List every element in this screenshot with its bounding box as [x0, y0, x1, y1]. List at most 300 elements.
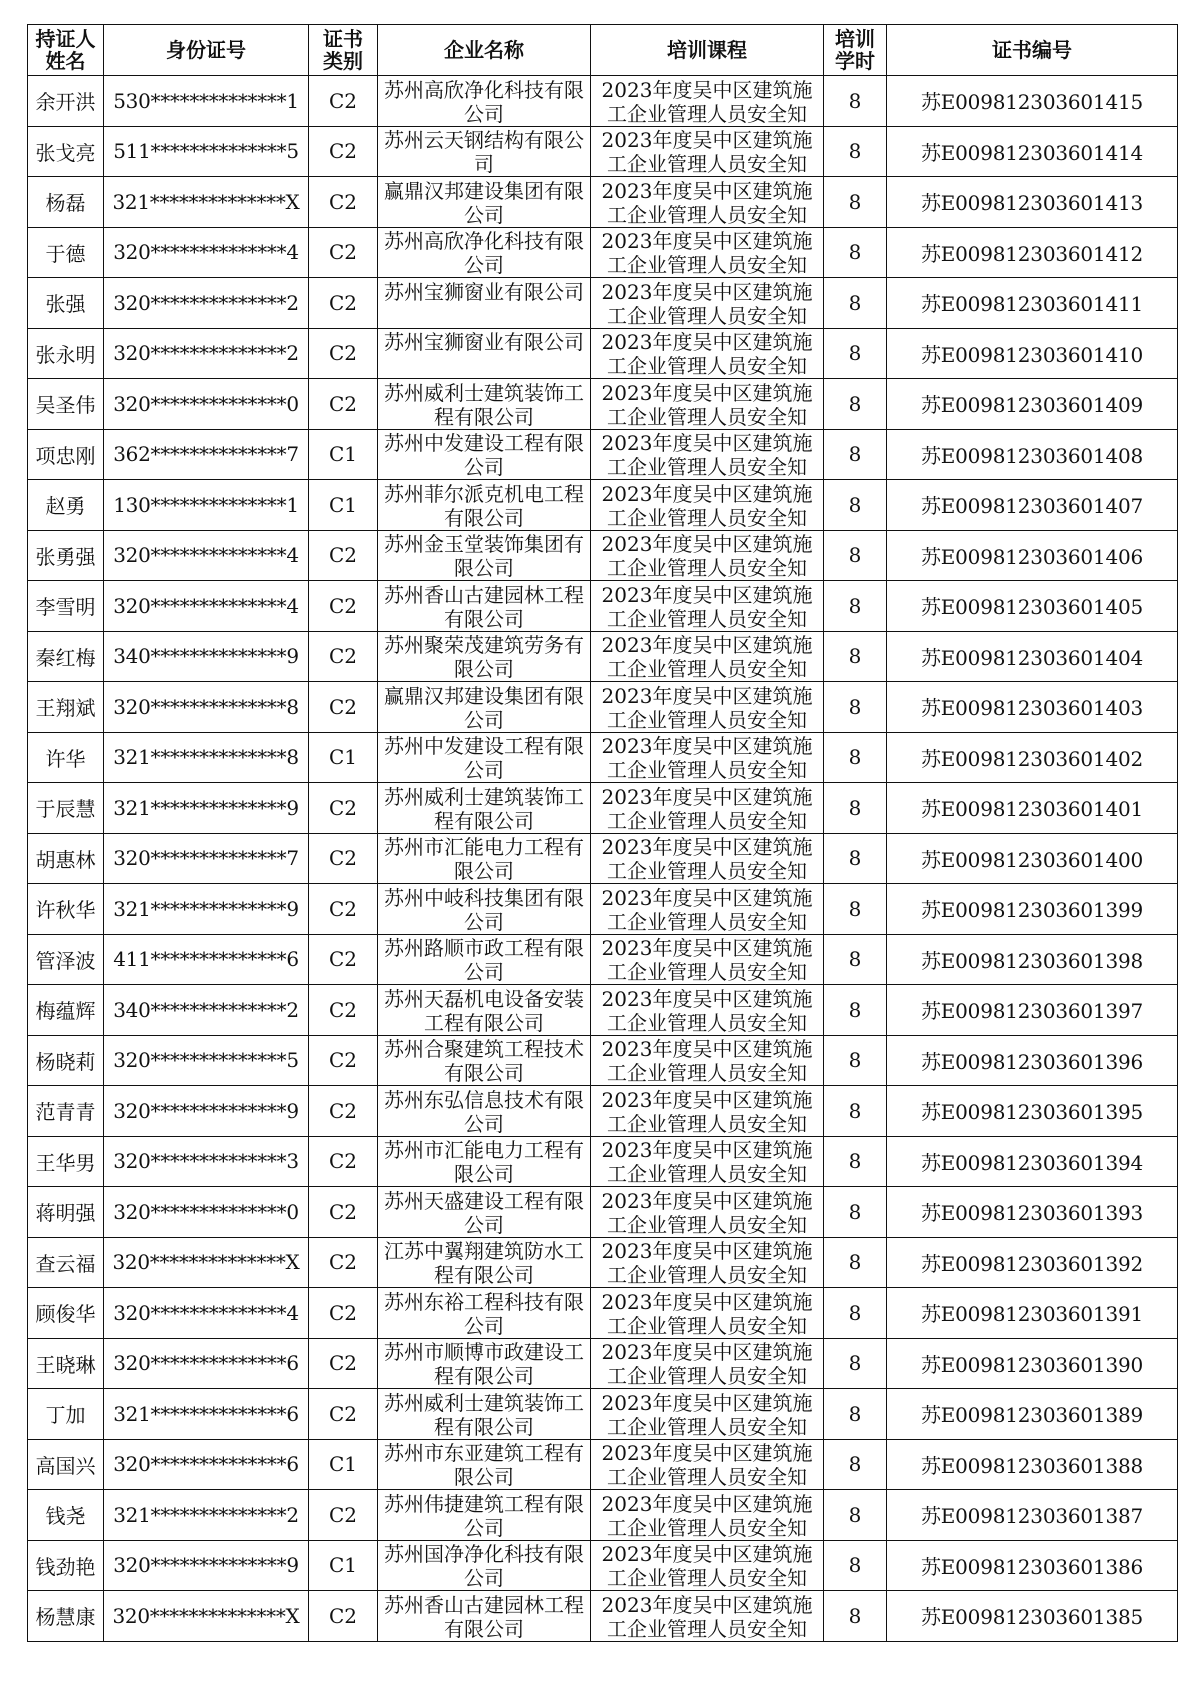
cert-category-cell: C1: [309, 480, 378, 531]
company-cell-text: 苏州市顺博市政建设工程有限公司: [384, 1340, 584, 1388]
cert-category-cell: C2: [309, 1187, 378, 1238]
table-row: [28, 1338, 1178, 1389]
company-cell-text: 苏州中发建设工程有限公司: [384, 431, 584, 479]
course-cell-text: 2023年度吴中区建筑施工企业管理人员安全知: [601, 1390, 813, 1438]
hours-cell: 8: [824, 1288, 887, 1339]
course-cell-text: 2023年度吴中区建筑施工企业管理人员安全知: [601, 330, 813, 378]
company-cell: [378, 76, 591, 127]
company-cell: [378, 682, 591, 733]
holder-name-cell: 钱尧: [28, 1490, 104, 1541]
cert-number-cell: 苏E009812303601404: [887, 631, 1178, 682]
id-number-cell: 320**************7: [104, 833, 309, 884]
company-cell-text: 苏州合聚建筑工程技术有限公司: [384, 1037, 584, 1085]
course-cell: [591, 1389, 824, 1440]
holder-name-cell: 丁加: [28, 1389, 104, 1440]
holder-name-cell: 管泽波: [28, 934, 104, 985]
holder-name-cell: 张永明: [28, 328, 104, 379]
holder-name-cell: 高国兴: [28, 1439, 104, 1490]
course-cell: [591, 934, 824, 985]
course-cell-text: 2023年度吴中区建筑施工企业管理人员安全知: [601, 1441, 813, 1489]
holder-name-cell: 于德: [28, 227, 104, 278]
id-number-cell: 320**************6: [104, 1439, 309, 1490]
hours-cell: 8: [824, 126, 887, 177]
company-cell: [378, 1288, 591, 1339]
holder-name-cell: 余开洪: [28, 76, 104, 127]
course-cell-text: 2023年度吴中区建筑施工企业管理人员安全知: [601, 1239, 813, 1287]
hours-cell: 8: [824, 480, 887, 531]
holder-name-cell: 秦红梅: [28, 631, 104, 682]
table-row: [28, 1288, 1178, 1339]
cert-category-cell: C2: [309, 126, 378, 177]
company-cell: [378, 126, 591, 177]
hours-cell: 8: [824, 1187, 887, 1238]
cert-category-cell: C2: [309, 530, 378, 581]
course-cell-text: 2023年度吴中区建筑施工企业管理人员安全知: [601, 1037, 813, 1085]
holder-name-cell: 梅蕴辉: [28, 985, 104, 1036]
company-cell-text: 苏州路顺市政工程有限公司: [384, 936, 584, 984]
hours-cell: 8: [824, 783, 887, 834]
cert-category-cell: C2: [309, 1389, 378, 1440]
cert-category-cell: C1: [309, 1540, 378, 1591]
hours-cell: 8: [824, 429, 887, 480]
company-cell: [378, 833, 591, 884]
cert-number-cell: 苏E009812303601411: [887, 278, 1178, 329]
course-cell: [591, 278, 824, 329]
course-cell: [591, 227, 824, 278]
id-number-cell: 362**************7: [104, 429, 309, 480]
company-cell-text: 苏州菲尔派克机电工程有限公司: [384, 481, 584, 529]
company-cell: [378, 1338, 591, 1389]
table-row: [28, 884, 1178, 935]
holder-name-cell: 蒋明强: [28, 1187, 104, 1238]
cert-number-cell: 苏E009812303601396: [887, 1035, 1178, 1086]
cert-number-cell: 苏E009812303601406: [887, 530, 1178, 581]
id-number-cell: 321**************9: [104, 884, 309, 935]
cert-number-cell: 苏E009812303601405: [887, 581, 1178, 632]
course-cell-text: 2023年度吴中区建筑施工企业管理人员安全知: [601, 1289, 813, 1337]
cert-category-cell: C1: [309, 1439, 378, 1490]
cert-category-cell: C2: [309, 1490, 378, 1541]
cert-number-cell: 苏E009812303601409: [887, 379, 1178, 430]
company-cell-text: 苏州聚荣茂建筑劳务有限公司: [384, 633, 584, 681]
hours-cell: 8: [824, 328, 887, 379]
hours-cell: 8: [824, 530, 887, 581]
cert-category-cell: C2: [309, 76, 378, 127]
cert-number-cell: 苏E009812303601392: [887, 1237, 1178, 1288]
cert-number-cell: 苏E009812303601394: [887, 1136, 1178, 1187]
hours-cell: 8: [824, 1540, 887, 1591]
holder-name-cell: 杨磊: [28, 177, 104, 228]
company-cell-text: 苏州国净净化科技有限公司: [384, 1542, 584, 1590]
cert-number-cell: 苏E009812303601388: [887, 1439, 1178, 1490]
cert-number-cell: 苏E009812303601408: [887, 429, 1178, 480]
hours-cell: 8: [824, 379, 887, 430]
hours-cell: 8: [824, 1338, 887, 1389]
table-row: [28, 1237, 1178, 1288]
holder-name-cell: 张强: [28, 278, 104, 329]
header-hours: 培训 学时: [824, 25, 887, 76]
hours-cell: 8: [824, 1490, 887, 1541]
id-number-cell: 320**************9: [104, 1086, 309, 1137]
hours-cell: 8: [824, 581, 887, 632]
course-cell: [591, 1187, 824, 1238]
holder-name-cell: 项忠刚: [28, 429, 104, 480]
company-cell-text: 苏州威利士建筑装饰工程有限公司: [384, 784, 584, 832]
course-cell: [591, 1237, 824, 1288]
holder-name-cell: 张勇强: [28, 530, 104, 581]
cert-number-cell: 苏E009812303601403: [887, 682, 1178, 733]
hours-cell: 8: [824, 1439, 887, 1490]
company-cell: [378, 1540, 591, 1591]
course-cell: [591, 833, 824, 884]
table-row: [28, 1136, 1178, 1187]
cert-number-cell: 苏E009812303601385: [887, 1591, 1178, 1642]
cert-number-cell: 苏E009812303601412: [887, 227, 1178, 278]
id-number-cell: 320**************9: [104, 1540, 309, 1591]
id-number-cell: 340**************9: [104, 631, 309, 682]
course-cell: [591, 631, 824, 682]
cert-number-cell: 苏E009812303601387: [887, 1490, 1178, 1541]
course-cell: [591, 1591, 824, 1642]
course-cell-text: 2023年度吴中区建筑施工企业管理人员安全知: [601, 1491, 813, 1539]
certificate-table: [27, 24, 1178, 1642]
course-cell: [591, 1288, 824, 1339]
company-cell-text: 苏州市汇能电力工程有限公司: [384, 1138, 584, 1186]
id-number-cell: 340**************2: [104, 985, 309, 1036]
company-cell: [378, 177, 591, 228]
hours-cell: 8: [824, 732, 887, 783]
table-row: [28, 1086, 1178, 1137]
cert-category-cell: C2: [309, 1035, 378, 1086]
cert-number-cell: 苏E009812303601397: [887, 985, 1178, 1036]
table-row: [28, 177, 1178, 228]
course-cell: [591, 1540, 824, 1591]
company-cell-text: 苏州天磊机电设备安装工程有限公司: [384, 986, 584, 1034]
course-cell-text: 2023年度吴中区建筑施工企业管理人员安全知: [601, 885, 813, 933]
company-cell: [378, 934, 591, 985]
company-cell-text: 苏州香山古建园林工程有限公司: [384, 1592, 584, 1640]
course-cell: [591, 1136, 824, 1187]
company-cell: [378, 530, 591, 581]
company-cell-text: 苏州威利士建筑装饰工程有限公司: [384, 380, 584, 428]
cert-category-cell: C2: [309, 581, 378, 632]
course-cell: [591, 1086, 824, 1137]
company-cell: [378, 1035, 591, 1086]
cert-category-cell: C2: [309, 1338, 378, 1389]
company-cell-text: 苏州天盛建设工程有限公司: [384, 1188, 584, 1236]
course-cell-text: 2023年度吴中区建筑施工企业管理人员安全知: [601, 77, 813, 125]
course-cell-text: 2023年度吴中区建筑施工企业管理人员安全知: [601, 1592, 813, 1640]
table-row: [28, 1187, 1178, 1238]
table-row: [28, 227, 1178, 278]
course-cell-text: 2023年度吴中区建筑施工企业管理人员安全知: [601, 178, 813, 226]
table-row: [28, 1490, 1178, 1541]
holder-name-cell: 于辰慧: [28, 783, 104, 834]
hours-cell: 8: [824, 177, 887, 228]
table-row: [28, 530, 1178, 581]
table-row: [28, 1591, 1178, 1642]
cert-category-cell: C2: [309, 1288, 378, 1339]
course-cell-text: 2023年度吴中区建筑施工企业管理人员安全知: [601, 784, 813, 832]
company-cell-text: 苏州东弘信息技术有限公司: [384, 1087, 584, 1135]
id-number-cell: 530**************1: [104, 76, 309, 127]
course-cell: [591, 985, 824, 1036]
course-cell-text: 2023年度吴中区建筑施工企业管理人员安全知: [601, 683, 813, 731]
course-cell-text: 2023年度吴中区建筑施工企业管理人员安全知: [601, 380, 813, 428]
id-number-cell: 321**************X: [104, 177, 309, 228]
cert-category-cell: C2: [309, 1237, 378, 1288]
holder-name-cell: 杨慧康: [28, 1591, 104, 1642]
id-number-cell: 321**************6: [104, 1389, 309, 1440]
cert-number-cell: 苏E009812303601395: [887, 1086, 1178, 1137]
company-cell-text: 苏州高欣净化科技有限公司: [384, 77, 584, 125]
id-number-cell: 320**************2: [104, 328, 309, 379]
company-cell: [378, 379, 591, 430]
company-cell: [378, 1389, 591, 1440]
cert-number-cell: 苏E009812303601400: [887, 833, 1178, 884]
cert-number-cell: 苏E009812303601391: [887, 1288, 1178, 1339]
cert-number-cell: 苏E009812303601390: [887, 1338, 1178, 1389]
holder-name-cell: 王翔斌: [28, 682, 104, 733]
cert-category-cell: C2: [309, 884, 378, 935]
cert-category-cell: C2: [309, 278, 378, 329]
holder-name-cell: 胡惠林: [28, 833, 104, 884]
company-cell-text: 苏州香山古建园林工程有限公司: [384, 582, 584, 630]
cert-category-cell: C1: [309, 732, 378, 783]
cert-category-cell: C2: [309, 631, 378, 682]
course-cell: [591, 328, 824, 379]
cert-category-cell: C2: [309, 1136, 378, 1187]
course-cell: [591, 682, 824, 733]
cert-number-cell: 苏E009812303601386: [887, 1540, 1178, 1591]
cert-number-cell: 苏E009812303601402: [887, 732, 1178, 783]
course-cell: [591, 581, 824, 632]
company-cell: [378, 732, 591, 783]
company-cell: [378, 581, 591, 632]
company-cell-text: 苏州东裕工程科技有限公司: [384, 1289, 584, 1337]
company-cell-text: 苏州宝狮窗业有限公司: [384, 330, 584, 355]
course-cell: [591, 379, 824, 430]
course-cell: [591, 1490, 824, 1541]
course-cell-text: 2023年度吴中区建筑施工企业管理人员安全知: [601, 1138, 813, 1186]
table-row: [28, 934, 1178, 985]
company-cell: [378, 783, 591, 834]
course-cell-text: 2023年度吴中区建筑施工企业管理人员安全知: [601, 986, 813, 1034]
id-number-cell: 130**************1: [104, 480, 309, 531]
company-cell: [378, 1490, 591, 1541]
header-row: [28, 25, 1178, 76]
cert-number-cell: 苏E009812303601401: [887, 783, 1178, 834]
holder-name-cell: 李雪明: [28, 581, 104, 632]
course-cell: [591, 177, 824, 228]
company-cell: [378, 278, 591, 329]
id-number-cell: 320**************X: [104, 1591, 309, 1642]
course-cell-text: 2023年度吴中区建筑施工企业管理人员安全知: [601, 1188, 813, 1236]
cert-category-cell: C2: [309, 833, 378, 884]
cert-number-cell: 苏E009812303601399: [887, 884, 1178, 935]
id-number-cell: 320**************4: [104, 530, 309, 581]
hours-cell: 8: [824, 1389, 887, 1440]
hours-cell: 8: [824, 278, 887, 329]
hours-cell: 8: [824, 1237, 887, 1288]
table-row: [28, 126, 1178, 177]
cert-category-cell: C2: [309, 1086, 378, 1137]
header-cert-category: 证书 类别: [309, 25, 378, 76]
id-number-cell: 320**************2: [104, 278, 309, 329]
company-cell-text: 苏州市东亚建筑工程有限公司: [384, 1441, 584, 1489]
holder-name-cell: 王晓琳: [28, 1338, 104, 1389]
cert-number-cell: 苏E009812303601389: [887, 1389, 1178, 1440]
header-cert-number: 证书编号: [887, 25, 1178, 76]
id-number-cell: 321**************9: [104, 783, 309, 834]
table-row: [28, 1439, 1178, 1490]
table-row: [28, 833, 1178, 884]
company-cell: [378, 429, 591, 480]
cert-category-cell: C2: [309, 379, 378, 430]
hours-cell: 8: [824, 76, 887, 127]
holder-name-cell: 吴圣伟: [28, 379, 104, 430]
holder-name-cell: 钱劲艳: [28, 1540, 104, 1591]
company-cell-text: 江苏中翼翔建筑防水工程有限公司: [384, 1239, 584, 1287]
course-cell-text: 2023年度吴中区建筑施工企业管理人员安全知: [601, 1340, 813, 1388]
company-cell-text: 苏州市汇能电力工程有限公司: [384, 835, 584, 883]
id-number-cell: 320**************5: [104, 1035, 309, 1086]
company-cell: [378, 1086, 591, 1137]
company-cell: [378, 1591, 591, 1642]
course-cell-text: 2023年度吴中区建筑施工企业管理人员安全知: [601, 229, 813, 277]
course-cell: [591, 126, 824, 177]
company-cell: [378, 480, 591, 531]
course-cell-text: 2023年度吴中区建筑施工企业管理人员安全知: [601, 431, 813, 479]
table-row: [28, 985, 1178, 1036]
table-row: [28, 783, 1178, 834]
course-cell-text: 2023年度吴中区建筑施工企业管理人员安全知: [601, 936, 813, 984]
course-cell: [591, 1439, 824, 1490]
table-row: [28, 1389, 1178, 1440]
id-number-cell: 321**************8: [104, 732, 309, 783]
company-cell-text: 苏州威利士建筑装饰工程有限公司: [384, 1390, 584, 1438]
id-number-cell: 320**************4: [104, 227, 309, 278]
course-cell-text: 2023年度吴中区建筑施工企业管理人员安全知: [601, 481, 813, 529]
course-cell-text: 2023年度吴中区建筑施工企业管理人员安全知: [601, 532, 813, 580]
table-row: [28, 1035, 1178, 1086]
hours-cell: 8: [824, 227, 887, 278]
company-cell-text: 苏州伟捷建筑工程有限公司: [384, 1491, 584, 1539]
cert-category-cell: C2: [309, 177, 378, 228]
company-cell: [378, 631, 591, 682]
course-cell: [591, 76, 824, 127]
id-number-cell: 320**************3: [104, 1136, 309, 1187]
table-row: [28, 581, 1178, 632]
id-number-cell: 320**************X: [104, 1237, 309, 1288]
cert-category-cell: C2: [309, 985, 378, 1036]
header-course: 培训课程: [591, 25, 824, 76]
course-cell: [591, 480, 824, 531]
cert-number-cell: 苏E009812303601415: [887, 76, 1178, 127]
cert-number-cell: 苏E009812303601398: [887, 934, 1178, 985]
holder-name-cell: 范青青: [28, 1086, 104, 1137]
company-cell: [378, 1187, 591, 1238]
holder-name-cell: 许华: [28, 732, 104, 783]
id-number-cell: 320**************4: [104, 581, 309, 632]
holder-name-cell: 杨晓莉: [28, 1035, 104, 1086]
course-cell-text: 2023年度吴中区建筑施工企业管理人员安全知: [601, 734, 813, 782]
cert-category-cell: C2: [309, 783, 378, 834]
company-cell: [378, 1439, 591, 1490]
company-cell: [378, 985, 591, 1036]
company-cell-text: 苏州中发建设工程有限公司: [384, 734, 584, 782]
header-id-number: 身份证号: [104, 25, 309, 76]
cert-number-cell: 苏E009812303601410: [887, 328, 1178, 379]
course-cell: [591, 1338, 824, 1389]
cert-category-cell: C2: [309, 934, 378, 985]
table-row: [28, 631, 1178, 682]
hours-cell: 8: [824, 1086, 887, 1137]
course-cell-text: 2023年度吴中区建筑施工企业管理人员安全知: [601, 1542, 813, 1590]
holder-name-cell: 查云福: [28, 1237, 104, 1288]
holder-name-cell: 许秋华: [28, 884, 104, 935]
course-cell: [591, 429, 824, 480]
course-cell: [591, 530, 824, 581]
holder-name-cell: 赵勇: [28, 480, 104, 531]
cert-category-cell: C2: [309, 682, 378, 733]
company-cell-text: 苏州金玉堂装饰集团有限公司: [384, 532, 584, 580]
id-number-cell: 320**************0: [104, 379, 309, 430]
cert-category-cell: C2: [309, 328, 378, 379]
holder-name-cell: 张戈亮: [28, 126, 104, 177]
header-holder-name: 持证人 姓名: [28, 25, 104, 76]
header-company: 企业名称: [378, 25, 591, 76]
table-row: [28, 328, 1178, 379]
company-cell: [378, 227, 591, 278]
company-cell: [378, 328, 591, 379]
company-cell: [378, 884, 591, 935]
table-row: [28, 429, 1178, 480]
table-row: [28, 1540, 1178, 1591]
cert-number-cell: 苏E009812303601393: [887, 1187, 1178, 1238]
hours-cell: 8: [824, 631, 887, 682]
table-row: [28, 682, 1178, 733]
table-row: [28, 732, 1178, 783]
hours-cell: 8: [824, 833, 887, 884]
table-row: [28, 278, 1178, 329]
cert-category-cell: C2: [309, 1591, 378, 1642]
course-cell-text: 2023年度吴中区建筑施工企业管理人员安全知: [601, 1087, 813, 1135]
course-cell: [591, 1035, 824, 1086]
holder-name-cell: 王华男: [28, 1136, 104, 1187]
company-cell-text: 苏州高欣净化科技有限公司: [384, 229, 584, 277]
company-cell-text: 苏州宝狮窗业有限公司: [384, 279, 584, 304]
table-row: [28, 480, 1178, 531]
company-cell: [378, 1237, 591, 1288]
cert-number-cell: 苏E009812303601407: [887, 480, 1178, 531]
course-cell-text: 2023年度吴中区建筑施工企业管理人员安全知: [601, 128, 813, 176]
company-cell-text: 苏州中岐科技集团有限公司: [384, 885, 584, 933]
cert-category-cell: C2: [309, 227, 378, 278]
id-number-cell: 320**************4: [104, 1288, 309, 1339]
company-cell-text: 赢鼎汉邦建设集团有限公司: [384, 683, 584, 731]
hours-cell: 8: [824, 682, 887, 733]
hours-cell: 8: [824, 985, 887, 1036]
hours-cell: 8: [824, 1035, 887, 1086]
table-row: [28, 76, 1178, 127]
course-cell-text: 2023年度吴中区建筑施工企业管理人员安全知: [601, 835, 813, 883]
cert-number-cell: 苏E009812303601414: [887, 126, 1178, 177]
company-cell: [378, 1136, 591, 1187]
holder-name-cell: 顾俊华: [28, 1288, 104, 1339]
course-cell-text: 2023年度吴中区建筑施工企业管理人员安全知: [601, 582, 813, 630]
id-number-cell: 320**************0: [104, 1187, 309, 1238]
